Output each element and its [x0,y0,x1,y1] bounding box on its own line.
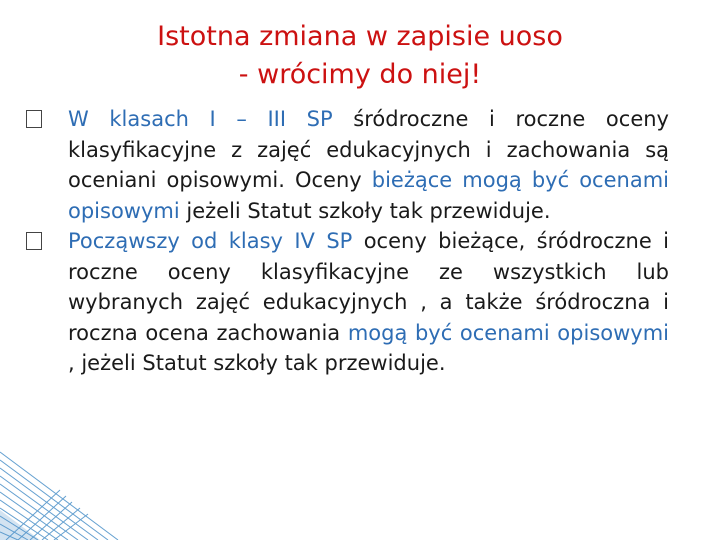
title-line-2: - wrócimy do niej! [238,59,482,90]
bullet-paragraph-2 [26,226,669,379]
text-segment: Począwszy od klasy IV SP [68,229,364,253]
slide-title [60,18,660,94]
corner-decoration [0,450,120,540]
square-bullet-icon [26,104,46,135]
text-segment: śródroczne i roczne oceny klasyfikacyjne z zajęć edukacyjnych i zachowania są oceniani opisowymi. Oceny [68,107,669,192]
bullet-paragraph-1 [26,104,669,226]
text-segment: oceny bieżące, śródroczne i roczne oceny klasyfikacyjne ze wszystkich lub wybranych zajęć edukacyjnych , a także śródroczna i roczna ocena zachowania [68,229,669,345]
text-segment: klasach I – III SP [109,107,354,131]
text-segment: mogą być ocenami opisowymi [347,320,669,345]
text-segment: bieżące mogą być ocenami opisowymi [68,168,669,223]
title-line-1: Istotna zmiana w zapisie uoso [157,21,563,52]
text-segment: , jeżeli Statut szkoły tak przewiduje. [68,351,446,375]
text-segment: W [68,107,110,131]
square-bullet-icon [26,226,46,257]
text-segment: jeżeli Statut szkoły tak przewiduje. [186,198,551,223]
slide-body [26,104,669,379]
